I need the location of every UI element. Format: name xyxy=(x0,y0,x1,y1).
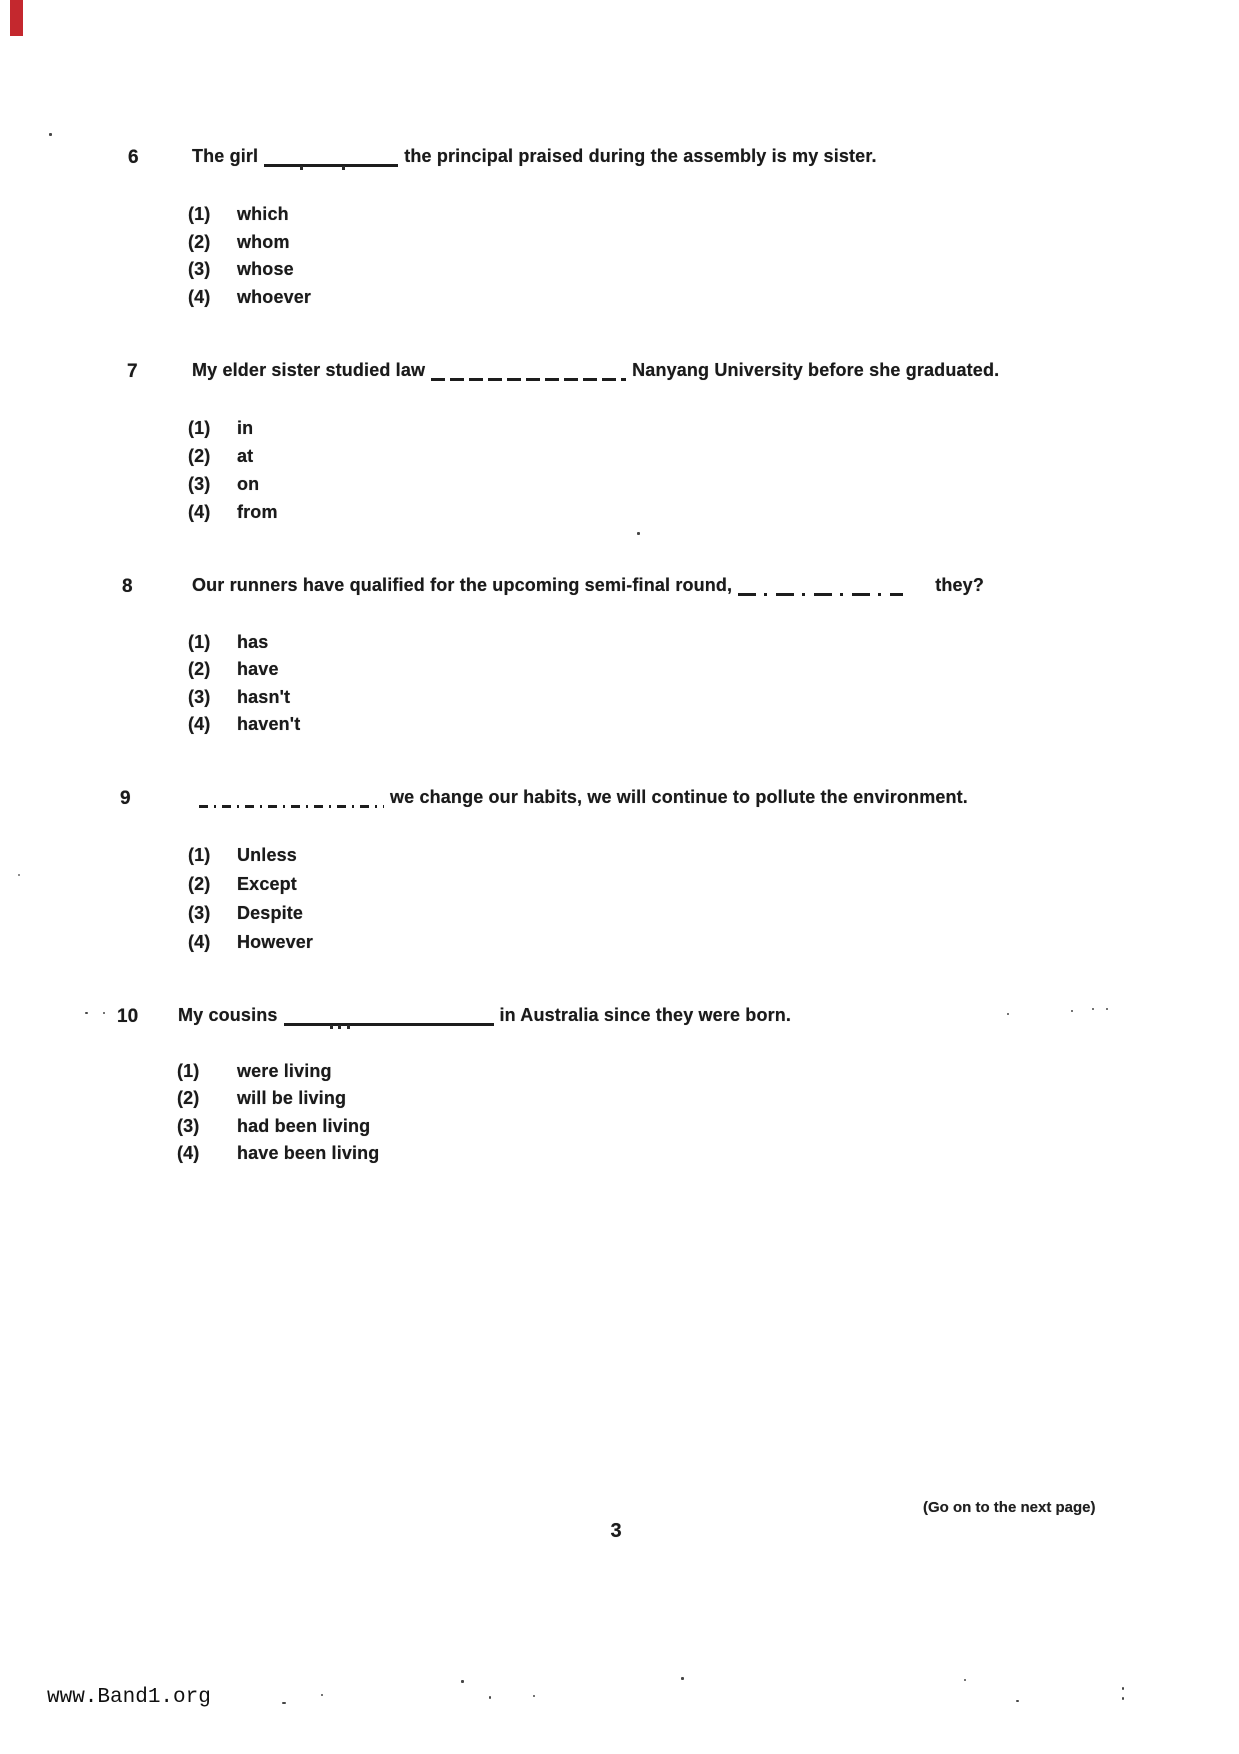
option-text: will be living xyxy=(237,1088,347,1109)
tick-mark xyxy=(342,166,345,170)
options-list xyxy=(188,414,278,526)
stem-text-before: My elder sister studied law xyxy=(192,360,426,380)
answer-blank xyxy=(284,1013,494,1026)
option-label: (2) xyxy=(177,1088,200,1109)
option-label: (4) xyxy=(177,1142,200,1163)
option-text: However xyxy=(237,932,314,952)
question-stem xyxy=(192,146,877,167)
option xyxy=(188,870,313,899)
speck xyxy=(1007,1013,1009,1015)
speck xyxy=(282,1702,286,1704)
option-label: (3) xyxy=(188,259,211,280)
option xyxy=(188,711,300,738)
option-text: has xyxy=(237,632,269,652)
stem-text-after: Nanyang University before she graduated. xyxy=(632,360,1000,380)
option-text: hasn't xyxy=(237,686,291,707)
option-label: (2) xyxy=(188,446,211,466)
scan-edge-bar xyxy=(10,0,23,36)
option xyxy=(177,1058,379,1085)
option xyxy=(188,629,300,656)
tick-mark xyxy=(338,1025,341,1029)
stem-text-after: in Australia since they were born. xyxy=(499,1005,792,1025)
option-label: (1) xyxy=(177,1061,200,1081)
next-page-note: (Go on to the next page) xyxy=(923,1499,1096,1516)
option-label: (2) xyxy=(188,231,211,252)
question-stem xyxy=(192,360,999,381)
speck xyxy=(85,1012,88,1014)
option-text: have xyxy=(237,659,279,680)
option xyxy=(177,1085,379,1112)
option xyxy=(188,470,278,498)
tick-mark xyxy=(347,1025,350,1029)
option-label: (3) xyxy=(188,686,211,707)
speck xyxy=(489,1696,491,1699)
option-label: (3) xyxy=(188,474,211,494)
option-text: Despite xyxy=(237,903,304,923)
speck xyxy=(1106,1008,1108,1010)
option xyxy=(188,899,313,928)
question-number: 10 xyxy=(117,1006,139,1027)
option-text: which xyxy=(237,204,289,224)
option-label: (4) xyxy=(188,932,211,952)
question-stem xyxy=(199,787,968,808)
option xyxy=(188,656,300,683)
stem-text-after: the principal praised during the assembly is my sister. xyxy=(404,146,877,166)
answer-blank xyxy=(264,154,398,167)
option-text: in xyxy=(237,418,254,438)
speck xyxy=(1122,1697,1124,1700)
option xyxy=(188,284,311,312)
answer-blank xyxy=(199,798,384,808)
option-text: from xyxy=(237,502,278,522)
option xyxy=(188,928,313,957)
option-text: whoever xyxy=(237,287,312,308)
option xyxy=(188,201,311,229)
option-text: on xyxy=(237,474,260,494)
question-number: 6 xyxy=(128,147,139,168)
option-text: had been living xyxy=(237,1115,371,1136)
answer-blank xyxy=(431,371,626,381)
speck xyxy=(103,1012,105,1014)
option xyxy=(188,229,311,257)
speck xyxy=(321,1694,323,1696)
speck xyxy=(461,1680,464,1683)
option-text: whom xyxy=(237,231,290,252)
options-list xyxy=(177,1058,379,1167)
speck xyxy=(964,1679,966,1681)
option-text: Unless xyxy=(237,845,297,865)
speck xyxy=(533,1695,535,1697)
option xyxy=(188,414,278,442)
option-text: have been living xyxy=(237,1142,380,1163)
site-watermark: www.Band1.org xyxy=(47,1686,211,1709)
option xyxy=(177,1113,379,1140)
option-label: (1) xyxy=(188,418,211,438)
option xyxy=(177,1140,379,1167)
option-label: (3) xyxy=(188,903,211,923)
speck xyxy=(49,133,52,136)
option xyxy=(188,498,278,526)
speck xyxy=(1122,1687,1124,1690)
stem-text-after: they? xyxy=(935,575,984,595)
stem-text-before: My cousins xyxy=(178,1005,278,1025)
speck xyxy=(18,874,20,876)
option-label: (2) xyxy=(188,874,211,894)
option-label: (1) xyxy=(188,632,211,652)
stem-text-before: Our runners have qualified for the upcoming semi-final round, xyxy=(192,575,733,595)
question-number: 9 xyxy=(120,788,131,809)
speck xyxy=(681,1677,684,1680)
question-stem xyxy=(192,575,984,596)
option-label: (4) xyxy=(188,502,211,522)
option xyxy=(188,841,313,870)
option-label: (4) xyxy=(188,713,211,734)
question-stem xyxy=(178,1005,791,1026)
option-label: (2) xyxy=(188,659,211,680)
option-label: (1) xyxy=(188,204,211,224)
option-text: whose xyxy=(237,259,294,280)
speck xyxy=(1071,1010,1073,1012)
option-label: (4) xyxy=(188,287,211,308)
option xyxy=(188,256,311,284)
tick-mark xyxy=(300,166,303,170)
speck xyxy=(1016,1700,1019,1702)
question-number: 7 xyxy=(127,361,138,382)
option-text: at xyxy=(237,446,254,466)
option-text: haven't xyxy=(237,713,301,734)
speck xyxy=(1092,1008,1094,1010)
option-label: (3) xyxy=(177,1115,200,1136)
option xyxy=(188,684,300,711)
option xyxy=(188,442,278,470)
option-label: (1) xyxy=(188,845,211,865)
question-number: 8 xyxy=(122,576,133,597)
speck xyxy=(637,532,640,535)
page-number: 3 xyxy=(610,1520,622,1542)
options-list xyxy=(188,841,313,957)
tick-mark xyxy=(330,1025,333,1029)
answer-blank xyxy=(738,586,903,596)
options-list xyxy=(188,201,311,312)
stem-text-before: The girl xyxy=(192,146,259,166)
option-text: Except xyxy=(237,874,297,894)
stem-text-after: we change our habits, we will continue to pollute the environment. xyxy=(390,787,968,807)
option-text: were living xyxy=(237,1061,332,1081)
options-list xyxy=(188,629,300,738)
